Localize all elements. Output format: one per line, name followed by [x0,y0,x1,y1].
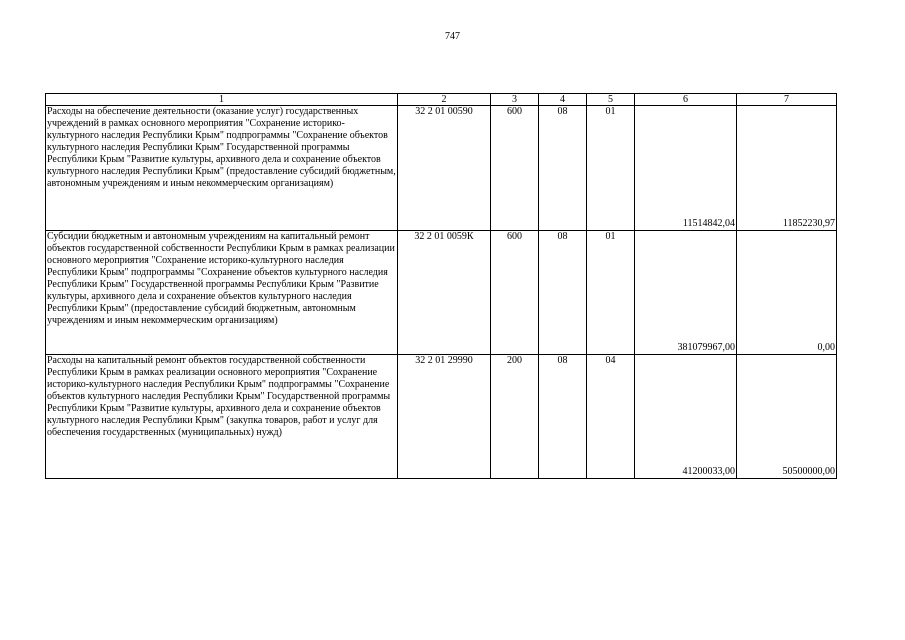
row-budget-code: 32 2 01 29990 [398,355,491,479]
row-description: Расходы на обеспечение деятельности (оказание услуг) государственных учреждений в рамках основного мероприятия "Сохранение историко-культурного наследия Республики Крым" подпрограммы "Сохранение объектов культурного наследия Республики Крым" Государственной программы Республики Крым "Развитие культуры, архивного дела и сохранение объектов культурного наследия Республики Крым" (предоставление субсидий бюджетным, автономным учреждениям и иным некоммерческим организациям) [46,106,398,231]
budget-table [45,93,837,479]
header-cell: 6 [635,94,737,106]
row-subsection: 01 [587,106,635,231]
header-cell: 3 [491,94,539,106]
row-description: Расходы на капитальный ремонт объектов государственной собственности Республики Крым в рамках реализации основного мероприятия "Сохранение историко-культурного наследия Республики Крым" подпрограммы "Сохранение объектов культурного наследия Республики Крым" Государственной программы Республики Крым "Развитие культуры, архивного дела и сохранение объектов культурного наследия Республики Крым" (закупка товаров, работ и услуг для обеспечения государственных (муниципальных) нужд) [46,355,398,479]
header-cell: 5 [587,94,635,106]
header-cell: 7 [737,94,837,106]
row-section: 08 [539,231,587,355]
header-cell: 2 [398,94,491,106]
row-section: 08 [539,355,587,479]
row-amount-col7: 11852230,97 [737,106,837,231]
row-subsection: 04 [587,355,635,479]
row-description: Субсидии бюджетным и автономным учреждениям на капитальный ремонт объектов государственной собственности Республики Крым в рамках реализации основного мероприятия "Сохранение историко-культурного наследия Республики Крым" подпрограммы "Сохранение объектов культурного наследия Республики Крым" Государственной программы Республики Крым "Развитие культуры, архивного дела и сохранение объектов культурного наследия Республики Крым" (предоставление субсидий бюджетным, автономным учреждениям и иным некоммерческим организациям) [46,231,398,355]
row-expense-type: 600 [491,106,539,231]
table-row [46,355,837,479]
row-amount-col6: 381079967,00 [635,231,737,355]
table-row [46,231,837,355]
row-amount-col7: 50500000,00 [737,355,837,479]
row-expense-type: 200 [491,355,539,479]
header-cell: 4 [539,94,587,106]
row-amount-col6: 41200033,00 [635,355,737,479]
row-amount-col6: 11514842,04 [635,106,737,231]
page-number: 747 [445,31,460,42]
row-section: 08 [539,106,587,231]
row-expense-type: 600 [491,231,539,355]
table-row [46,106,837,231]
table-header-row [46,94,837,106]
header-cell: 1 [46,94,398,106]
row-budget-code: 32 2 01 00590 [398,106,491,231]
row-budget-code: 32 2 01 0059К [398,231,491,355]
row-subsection: 01 [587,231,635,355]
row-amount-col7: 0,00 [737,231,837,355]
